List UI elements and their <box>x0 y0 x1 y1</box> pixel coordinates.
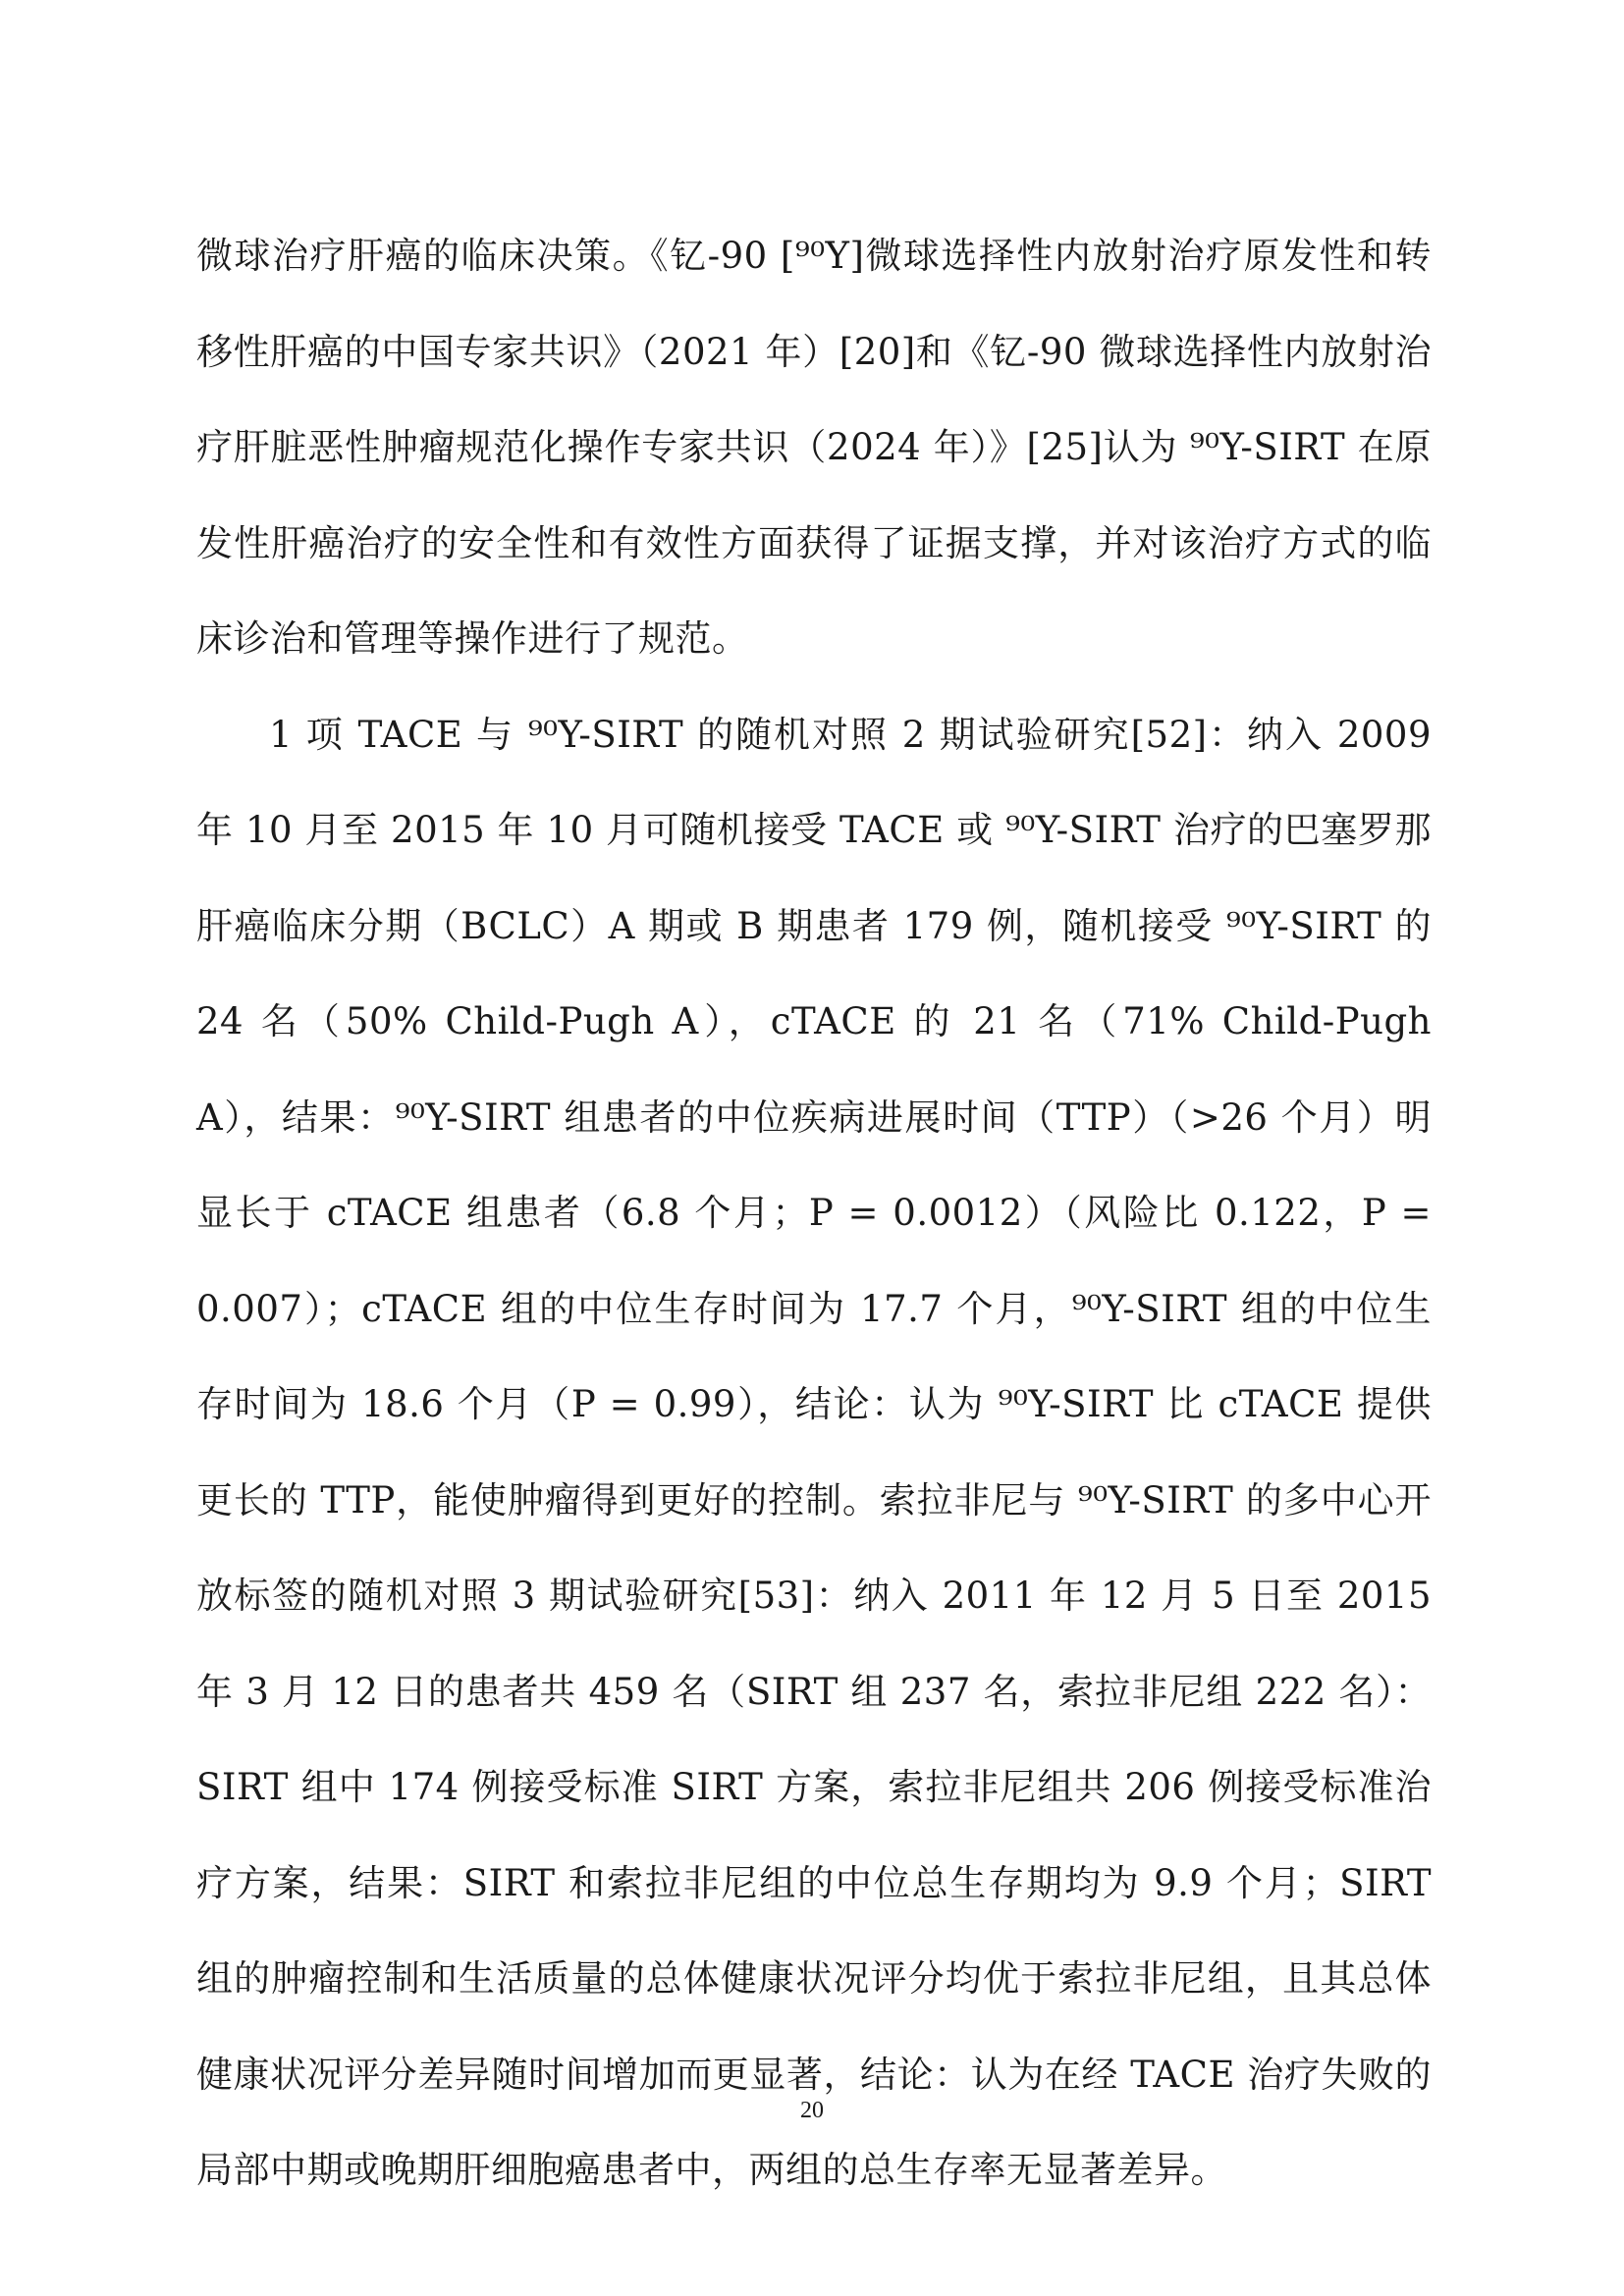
paragraph-sirt-consensus: 微球治疗肝癌的临床决策。《钇-90 [⁹⁰Y]微球选择性内放射治疗原发性和转移性肝癌的中国专家共识》（2021 年）[20]和《钇-90 微球选择性内放射治疗肝脏恶性肿瘤规范化操作专家共识（2024 年）》[25]认为 ⁹⁰Y-SIRT 在原发性肝癌治疗的安全性和有效性方面获得了证据支撑，并对该治疗方式的临床诊治和管理等操作进行了规范。 <box>196 235 1432 660</box>
paragraph-trial-results: 1 项 TACE 与 ⁹⁰Y-SIRT 的随机对照 2 期试验研究[52]：纳入 2009 年 10 月至 2015 年 10 月可随机接受 TACE 或 ⁹⁰Y-SIRT 治疗的巴塞罗那肝癌临床分期（BCLC）A 期或 B 期患者 179 例，随机接受 ⁹⁰Y-SIRT 的 24 名（50% Child-Pugh A），cTACE 的 21 名（71% Child-Pugh A），结果：⁹⁰Y-SIRT 组患者的中位疾病进展时间（TTP）（>26 个月）明显长于 cTACE 组患者（6.8 个月；P = 0.0012）（风险比 0.122，P = 0.007）；cTACE 组的中位生存时间为 17.7 个月，⁹⁰Y-SIRT 组的中位生存时间为 18.6 个月（P = 0.99），结论：认为 ⁹⁰Y-SIRT 比 cTACE 提供更长的 TTP，能使肿瘤得到更好的控制。索拉非尼与 ⁹⁰Y-SIRT 的多中心开放标签的随机对照 3 期试验研究[53]：纳入 2011 年 12 月 5 日至 2015 年 3 月 12 日的患者共 459 名（SIRT 组 237 名，索拉非尼组 222 名）：SIRT 组中 174 例接受标准 SIRT 方案，索拉非尼组共 206 例接受标准治疗方案，结果：SIRT 和索拉非尼组的中位总生存期均为 9.9 个月；SIRT 组的肿瘤控制和生活质量的总体健康状况评分均优于索拉非尼组，且其总体健康状况评分差异随时间增加而更显著，结论：认为在经 TACE 治疗失败的局部中期或晚期肝细胞癌患者中，两组的总生存率无显著差异。 <box>196 713 1432 2191</box>
page-number: 20 <box>800 2098 824 2123</box>
body-text <box>196 208 1432 2218</box>
